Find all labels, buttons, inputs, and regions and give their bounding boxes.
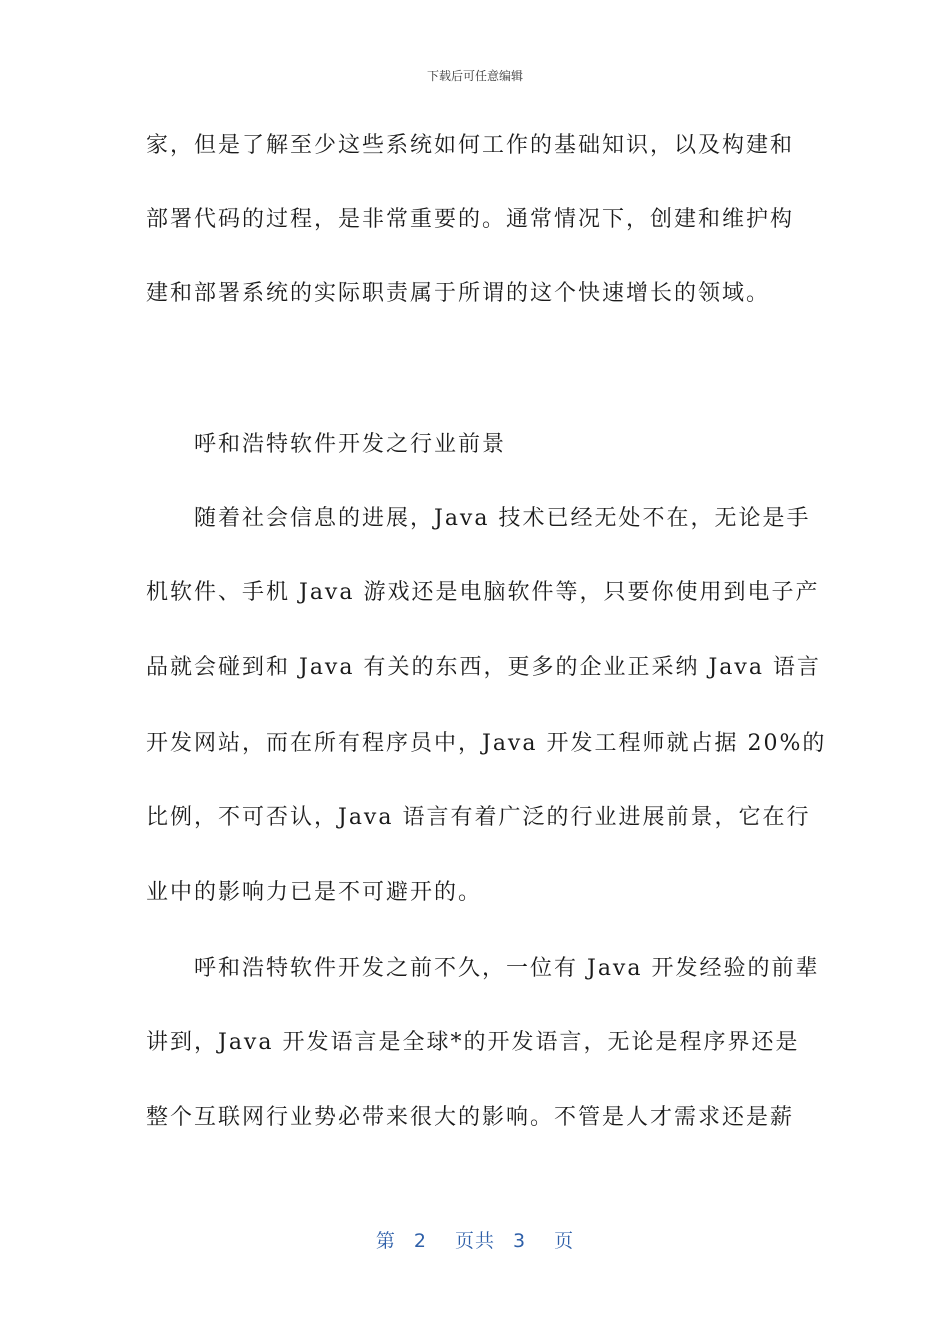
body-line: 比例，不可否认，Java 语言有着广泛的行业进展前景，它在行 xyxy=(146,805,811,830)
body-line: 讲到，Java 开发语言是全球*的开发语言，无论是程序界还是 xyxy=(146,1030,800,1055)
page-footer xyxy=(0,1226,950,1253)
current-page-number: 2 xyxy=(413,1230,427,1252)
page-header: 下载后可任意编辑 xyxy=(426,69,523,83)
body-line: 随着社会信息的进展，Java 技术已经无处不在，无论是手 xyxy=(194,506,811,531)
body-line: 部署代码的过程，是非常重要的。通常情况下，创建和维护构 xyxy=(146,207,795,232)
body-line: 品就会碰到和 Java 有关的东西，更多的企业正采纳 Java 语言 xyxy=(146,655,821,680)
section-heading: 呼和浩特软件开发之行业前景 xyxy=(194,432,507,457)
body-line: 机软件、手机 Java 游戏还是电脑软件等，只要你使用到电子产 xyxy=(146,580,820,605)
body-line: 业中的影响力已是不可避开的。 xyxy=(146,880,483,905)
body-line: 呼和浩特软件开发之前不久，一位有 Java 开发经验的前辈 xyxy=(194,956,820,981)
total-pages-number: 3 xyxy=(513,1230,527,1252)
body-line: 家，但是了解至少这些系统如何工作的基础知识，以及构建和 xyxy=(146,133,795,158)
footer-di: 第 xyxy=(375,1230,396,1252)
body-line: 建和部署系统的实际职责属于所谓的这个快速增长的领域。 xyxy=(146,281,771,306)
body-line: 整个互联网行业势必带来很大的影响。不管是人才需求还是薪 xyxy=(146,1105,795,1130)
footer-ye-gong: 页共 xyxy=(454,1230,495,1252)
footer-ye: 页 xyxy=(554,1230,575,1252)
body-line: 开发网站，而在所有程序员中，Java 开发工程师就占据 20%的 xyxy=(146,731,827,756)
